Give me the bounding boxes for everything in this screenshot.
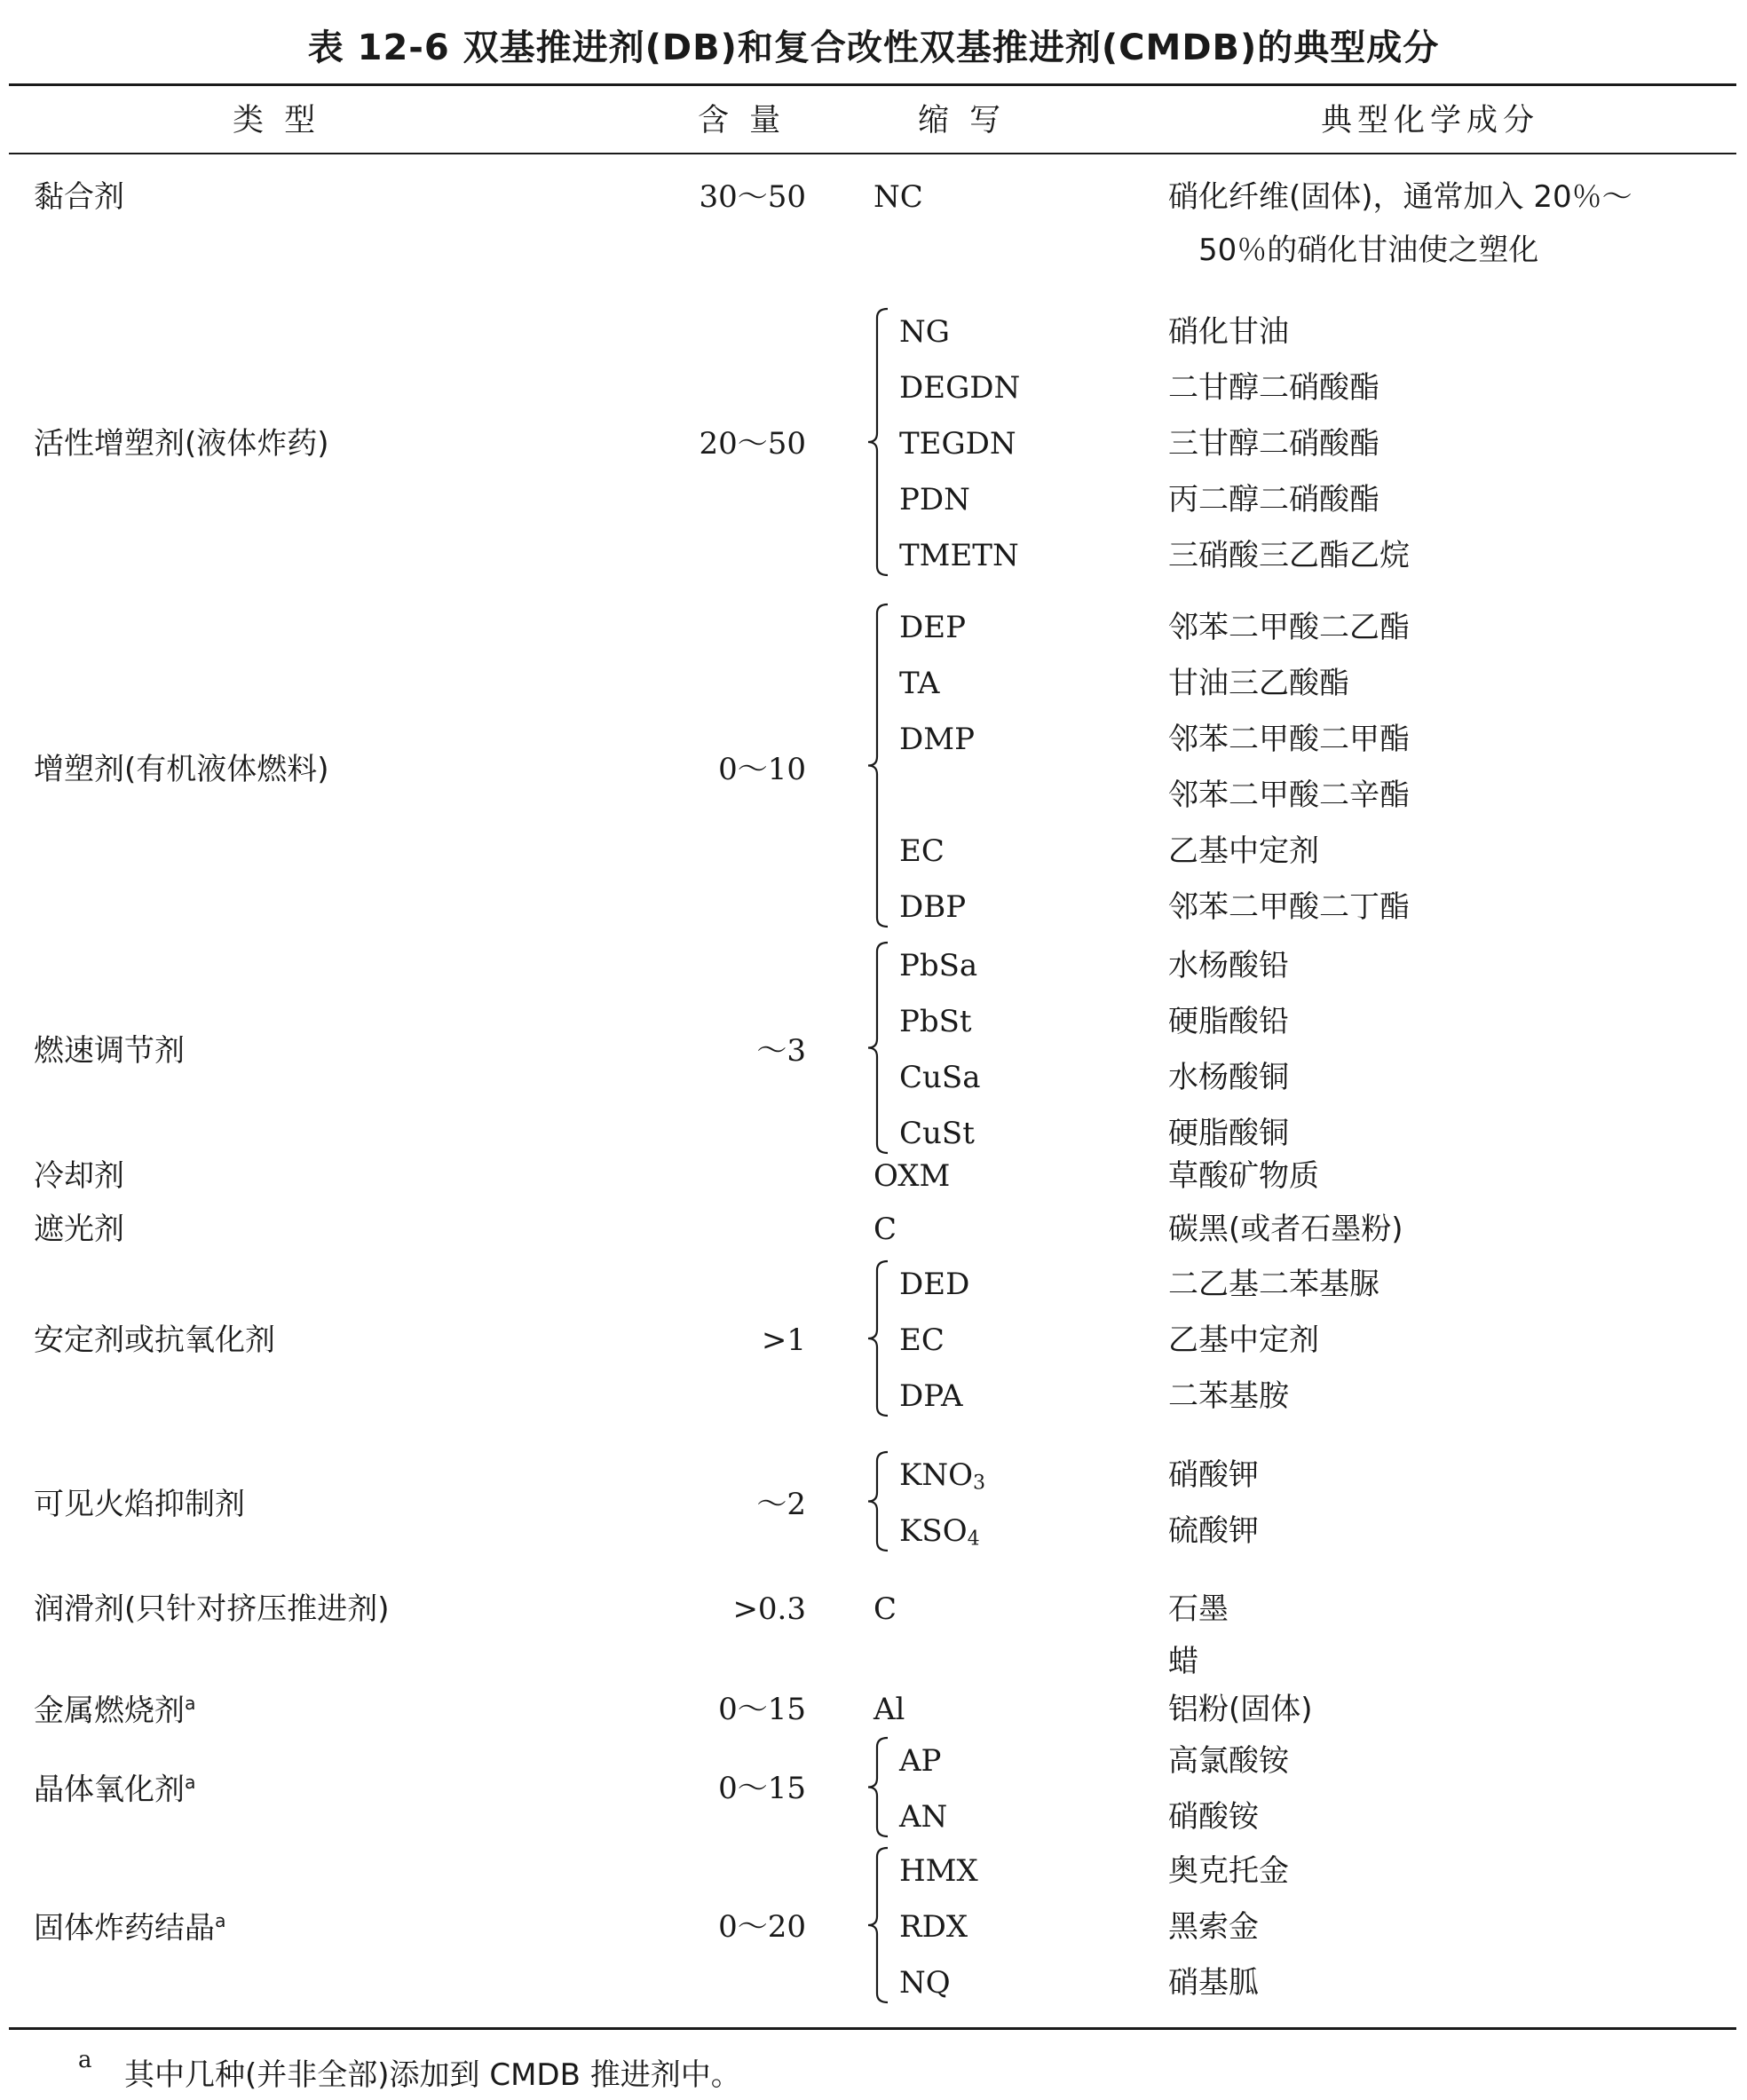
abbreviation-text: C <box>874 1212 897 1247</box>
footnote-ref-mark: a <box>215 1910 226 1931</box>
bottom-rule <box>9 2027 1736 2030</box>
abbreviation-cell <box>899 1909 968 1945</box>
abbreviation-text: NG <box>899 314 950 350</box>
category-text: 金属燃烧剂 <box>34 1693 185 1729</box>
abbreviation-text: RDX <box>899 1909 968 1945</box>
abbreviation-cell <box>899 1513 980 1551</box>
composition-cell: 黑索金 <box>1168 1909 1259 1945</box>
composition-cell: 硝酸铵 <box>1168 1799 1259 1835</box>
row-category <box>34 1158 124 1194</box>
abbreviation-subscript: 4 <box>967 1527 980 1551</box>
grouping-brace <box>865 1261 891 1416</box>
abbreviation-cell <box>899 833 945 869</box>
abbreviation-text: EC <box>899 1322 945 1358</box>
abbreviation-text: EC <box>899 833 945 869</box>
grouping-brace <box>865 1452 891 1551</box>
abbreviation-cell <box>874 1212 897 1247</box>
composition-cell: 蜡 <box>1168 1644 1198 1679</box>
composition-cell: 50％的硝化甘油使之塑化 <box>1198 233 1539 268</box>
abbreviation-cell <box>899 1004 972 1039</box>
row-category <box>34 1033 185 1069</box>
abbreviation-text: DED <box>899 1267 970 1302</box>
abbreviation-text: DMP <box>899 722 975 757</box>
row-category <box>34 1772 196 1808</box>
abbreviation-cell <box>874 1591 897 1627</box>
composition-cell: 硬脂酸铅 <box>1168 1004 1289 1039</box>
row-content: 0～20 <box>718 1909 806 1945</box>
header-category: 类 型 <box>233 103 321 138</box>
composition-cell: 草酸矿物质 <box>1168 1158 1319 1194</box>
row-content: 0～15 <box>718 1771 806 1806</box>
category-text: 润滑剂(只针对挤压推进剂) <box>34 1591 390 1627</box>
row-category <box>34 1591 390 1627</box>
abbreviation-text: PbSt <box>899 1004 972 1039</box>
grouping-brace <box>865 943 891 1153</box>
abbreviation-text: OXM <box>874 1158 951 1194</box>
abbreviation-cell <box>899 948 978 983</box>
category-text: 固体炸药结晶 <box>34 1910 215 1946</box>
row-category <box>34 1489 245 1520</box>
abbreviation-cell <box>899 1457 986 1495</box>
category-text: 燃速调节剂 <box>34 1033 185 1069</box>
composition-cell: 硝酸钾 <box>1168 1457 1259 1493</box>
composition-cell: 铝粉(固体) <box>1168 1692 1313 1727</box>
abbreviation-cell <box>899 538 1019 573</box>
category-text: 安定剂或抗氧化剂 <box>34 1322 275 1358</box>
composition-cell: 乙基中定剂 <box>1168 833 1319 869</box>
composition-cell: 三硝酸三乙酯乙烷 <box>1168 538 1410 573</box>
abbreviation-text: HMX <box>899 1853 978 1889</box>
category-text: 活性增塑剂(液体炸药) <box>34 426 329 462</box>
composition-cell: 硝化纤维(固体)，通常加入 20％～ <box>1168 179 1632 215</box>
abbreviation-cell <box>899 1062 980 1093</box>
abbreviation-cell <box>899 889 967 925</box>
header-rule <box>9 153 1736 154</box>
abbreviation-cell <box>899 1322 945 1358</box>
row-content: 30～50 <box>699 179 806 215</box>
header-composition: 典型化学成分 <box>1321 103 1540 138</box>
composition-cell: 硬脂酸铜 <box>1168 1116 1289 1151</box>
abbreviation-cell <box>899 1743 942 1779</box>
abbreviation-text: AN <box>899 1799 948 1835</box>
abbreviation-text: AP <box>899 1743 942 1779</box>
abbreviation-cell <box>899 668 939 699</box>
abbreviation-cell <box>874 179 923 215</box>
composition-cell: 硝基胍 <box>1168 1965 1259 2001</box>
abbreviation-cell <box>899 426 1016 462</box>
composition-cell: 三甘醇二硝酸酯 <box>1168 426 1379 462</box>
composition-cell: 水杨酸铜 <box>1168 1060 1289 1095</box>
composition-cell: 二甘醇二硝酸酯 <box>1168 370 1379 406</box>
abbreviation-cell <box>899 612 966 643</box>
composition-cell: 二乙基二苯基脲 <box>1168 1267 1379 1302</box>
category-text: 黏合剂 <box>34 179 124 215</box>
abbreviation-cell <box>899 1378 963 1414</box>
composition-cell: 二苯基胺 <box>1168 1378 1289 1414</box>
row-content: 20～50 <box>699 426 806 462</box>
footnote-text: 其中几种(并非全部)添加到 CMDB 推进剂中。 <box>124 2057 741 2093</box>
abbreviation-text: NQ <box>899 1965 951 2001</box>
abbreviation-text: DEP <box>899 610 966 645</box>
composition-cell: 水杨酸铅 <box>1168 948 1289 983</box>
abbreviation-text: PDN <box>899 482 970 517</box>
footnote-ref-mark: a <box>185 1693 196 1714</box>
abbreviation-cell <box>874 1694 905 1725</box>
abbreviation-cell <box>899 722 975 757</box>
header-content: 含 量 <box>698 103 787 138</box>
category-text: 冷却剂 <box>34 1158 124 1194</box>
abbreviation-cell <box>899 314 950 350</box>
abbreviation-cell <box>899 1799 948 1835</box>
abbreviation-text: CuSa <box>899 1060 981 1095</box>
abbreviation-cell <box>899 1853 978 1889</box>
abbreviation-text: DBP <box>899 889 967 925</box>
composition-cell: 奥克托金 <box>1168 1853 1289 1889</box>
abbreviation-cell <box>899 1118 975 1149</box>
abbreviation-text: TMETN <box>899 538 1019 573</box>
category-text: 可见火焰抑制剂 <box>34 1487 245 1522</box>
top-rule <box>9 83 1736 86</box>
row-category <box>34 1322 275 1358</box>
abbreviation-subscript: 3 <box>973 1471 986 1495</box>
abbreviation-text: PbSa <box>899 948 978 983</box>
abbreviation-text: NC <box>874 179 923 215</box>
composition-cell: 碳黑(或者石墨粉) <box>1168 1212 1403 1247</box>
row-content: >0.3 <box>732 1591 806 1627</box>
category-text: 遮光剂 <box>34 1212 124 1247</box>
row-category <box>34 1693 196 1729</box>
abbreviation-cell <box>874 1158 951 1194</box>
header-abbreviation: 缩 写 <box>918 103 1007 138</box>
composition-cell: 丙二醇二硝酸酯 <box>1168 482 1379 517</box>
abbreviation-text: C <box>874 1591 897 1627</box>
grouping-brace <box>865 604 891 927</box>
row-content: ～2 <box>756 1487 806 1522</box>
composition-cell: 高氯酸铵 <box>1168 1743 1289 1779</box>
row-category <box>34 426 329 462</box>
abbreviation-text: TEGDN <box>899 426 1016 462</box>
composition-cell: 邻苯二甲酸二丁酯 <box>1168 889 1410 925</box>
composition-cell: 邻苯二甲酸二甲酯 <box>1168 722 1410 757</box>
footnote-ref-mark: a <box>185 1772 196 1793</box>
abbreviation-text: KSO <box>899 1513 968 1549</box>
composition-cell: 硝化甘油 <box>1168 314 1289 350</box>
abbreviation-text: Al <box>874 1692 905 1727</box>
abbreviation-text: DEGDN <box>899 370 1021 406</box>
row-content: >1 <box>761 1322 806 1358</box>
row-category <box>34 1910 226 1946</box>
abbreviation-text: DPA <box>899 1378 963 1414</box>
table-title: 表 12-6 双基推进剂(DB)和复合改性双基推进剂(CMDB)的典型成分 <box>307 28 1440 68</box>
composition-cell: 硫酸钾 <box>1168 1513 1259 1549</box>
grouping-brace <box>865 1848 891 2002</box>
composition-cell: 邻苯二甲酸二辛酯 <box>1168 778 1410 813</box>
footnote-mark: a <box>78 2047 92 2073</box>
composition-cell: 石墨 <box>1168 1591 1229 1627</box>
row-content: 0～10 <box>718 752 806 787</box>
abbreviation-text: TA <box>899 666 940 701</box>
abbreviation-cell <box>899 1267 970 1302</box>
row-category <box>34 754 329 785</box>
grouping-brace <box>865 309 891 575</box>
composition-cell: 甘油三乙酸酯 <box>1168 666 1349 701</box>
row-category <box>34 1212 124 1247</box>
row-content: ～3 <box>756 1033 806 1069</box>
category-text: 晶体氧化剂 <box>34 1772 185 1808</box>
row-content: 0～15 <box>718 1692 806 1727</box>
abbreviation-cell <box>899 1965 951 2001</box>
grouping-brace <box>865 1738 891 1836</box>
composition-cell: 邻苯二甲酸二乙酯 <box>1168 610 1410 645</box>
abbreviation-text: KNO <box>899 1457 974 1493</box>
category-text: 增塑剂(有机液体燃料) <box>34 752 329 787</box>
row-category <box>34 179 124 215</box>
abbreviation-cell <box>899 482 970 517</box>
composition-cell: 乙基中定剂 <box>1168 1322 1319 1358</box>
abbreviation-text: CuSt <box>899 1116 975 1151</box>
abbreviation-cell <box>899 370 1021 406</box>
